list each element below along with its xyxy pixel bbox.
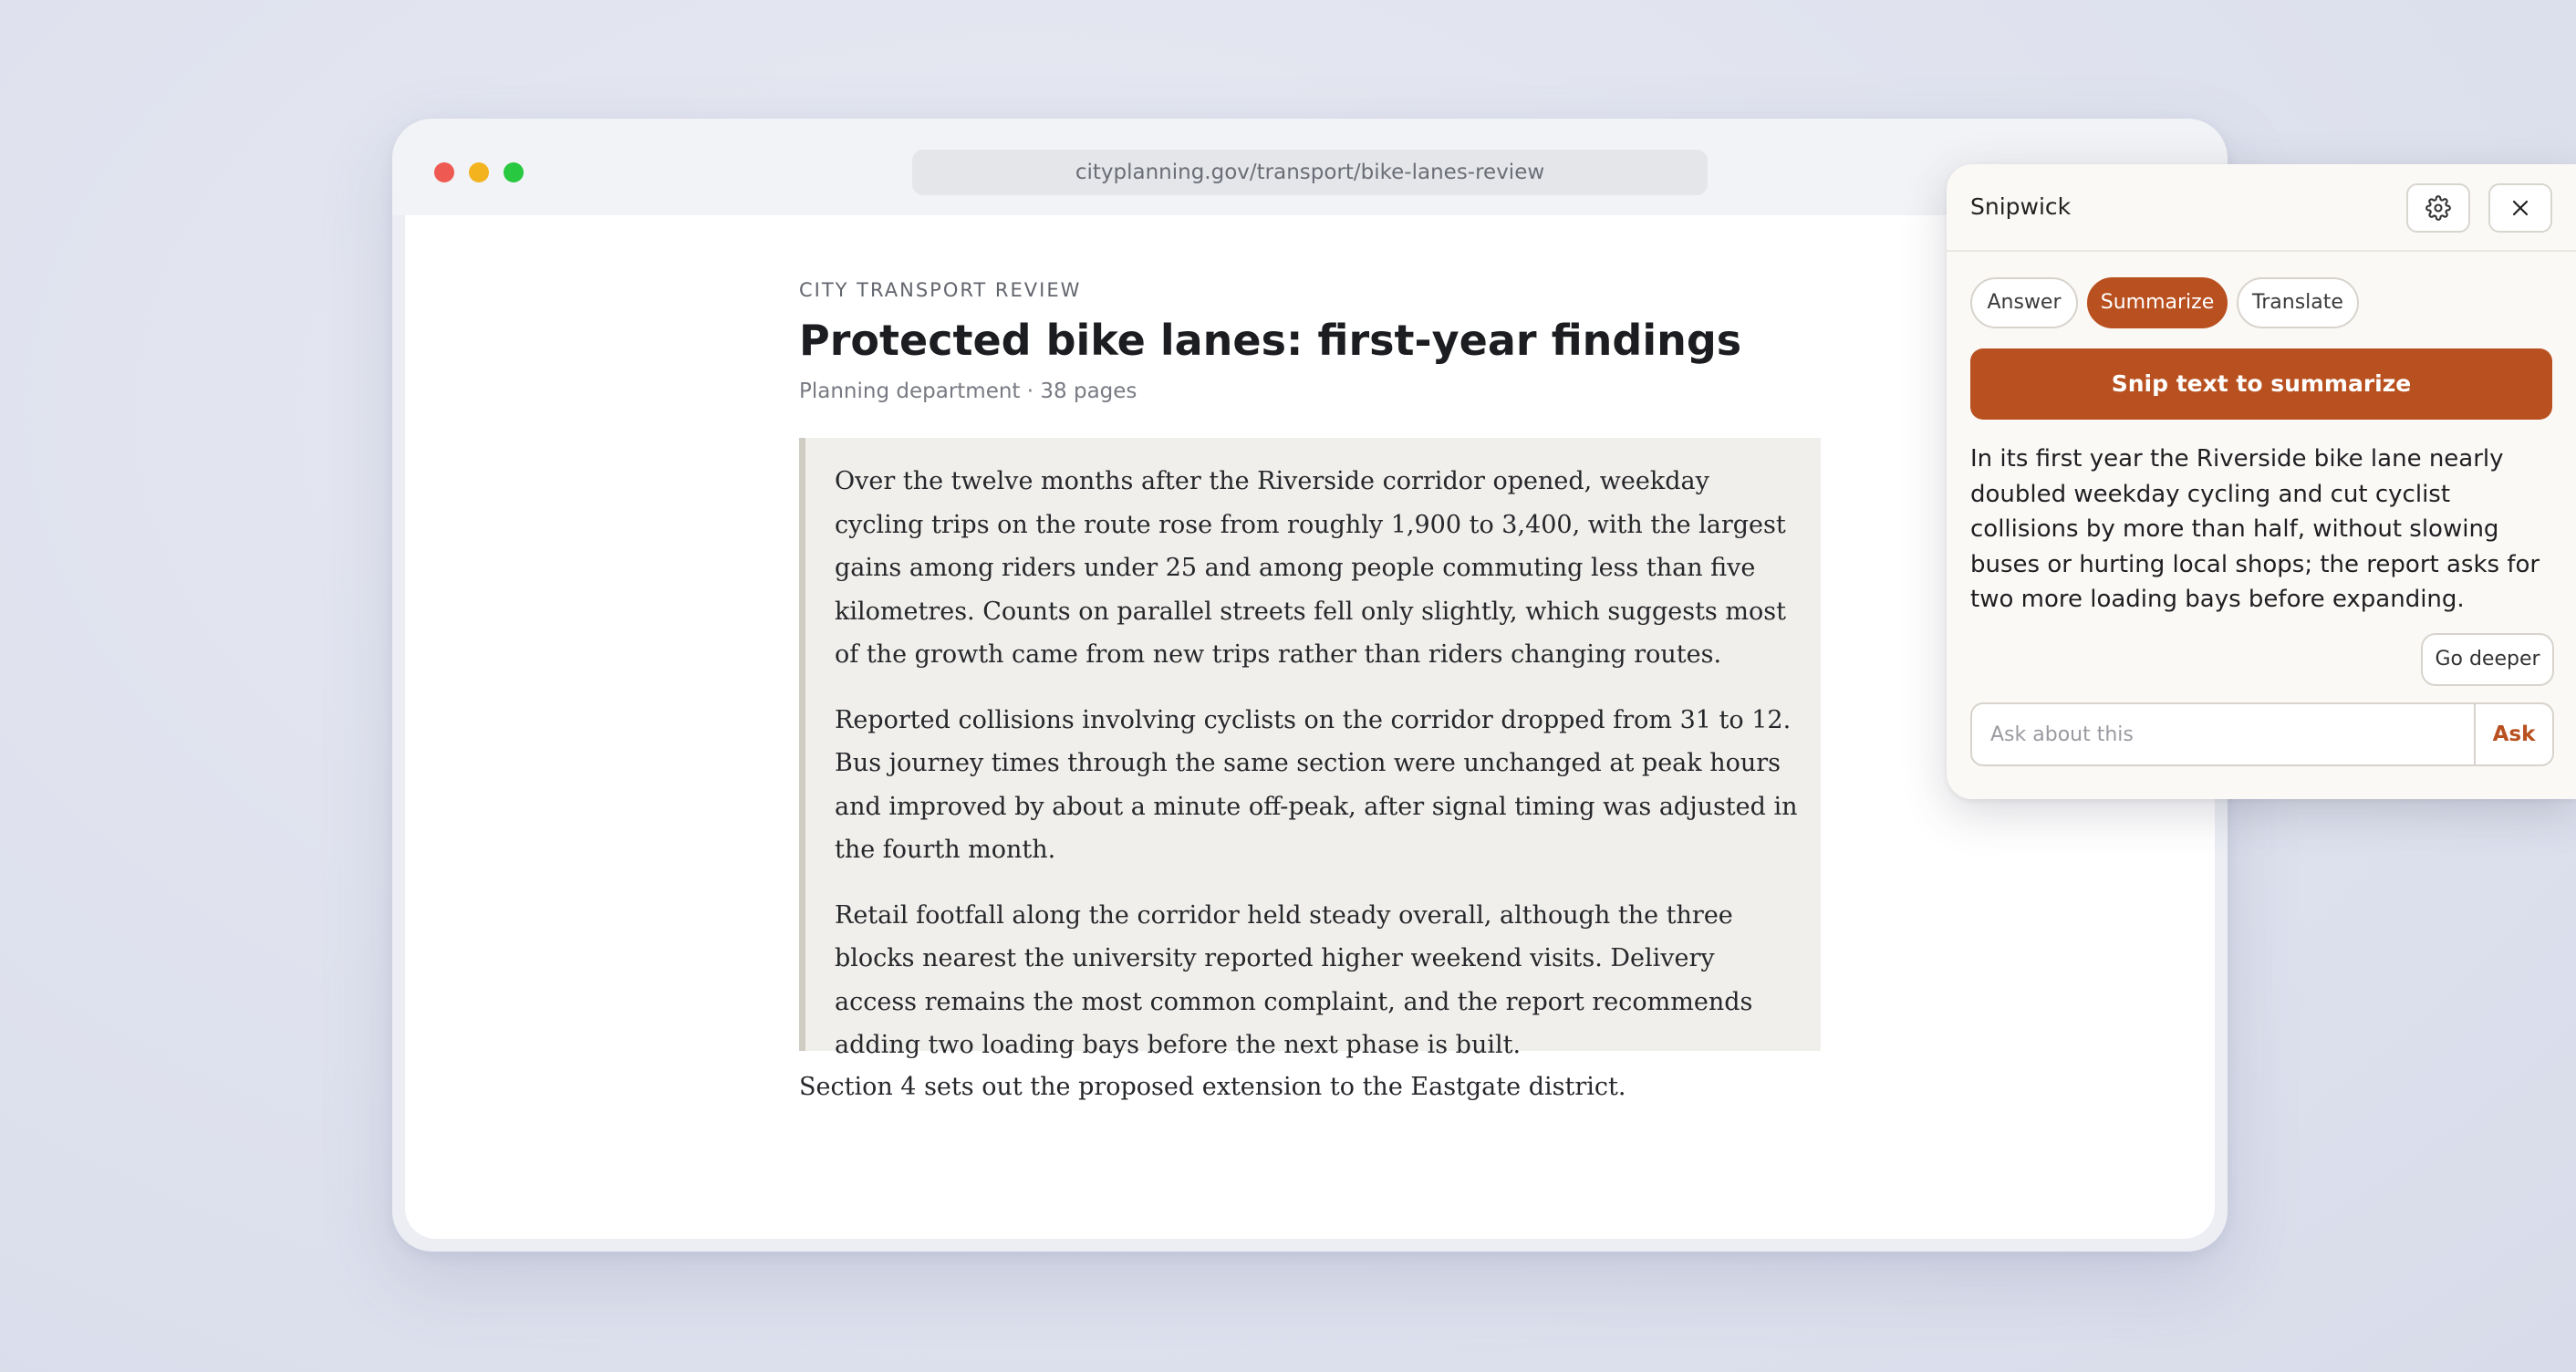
maximize-window-dot[interactable]	[504, 162, 524, 182]
article-kicker: CITY TRANSPORT REVIEW	[799, 279, 1082, 301]
close-button[interactable]	[2488, 183, 2552, 233]
ask-button[interactable]: Ask	[2474, 704, 2552, 764]
article-title: Protected bike lanes: first-year findings	[799, 316, 1742, 365]
tab-answer[interactable]: Answer	[1970, 277, 2078, 328]
tab-translate[interactable]: Translate	[2237, 277, 2359, 328]
excerpt-paragraph: Retail footfall along the corridor held steady overall, although the three blocks nearest the university reported higher weekend visits. Delivery access remains the most common complaint, and the report recommends adding two loading bays before the next phase is built.	[835, 900, 1753, 1059]
snip-button[interactable]: Snip text to summarize	[1970, 348, 2552, 420]
article-paragraph: Section 4 sets out the proposed extension to the Eastgate district.	[799, 1073, 1626, 1101]
ask-box	[1970, 702, 2554, 766]
close-window-dot[interactable]	[434, 162, 454, 182]
gear-icon	[2425, 195, 2451, 221]
close-icon	[2509, 197, 2531, 219]
panel-header	[1947, 164, 2576, 252]
highlighted-excerpt	[799, 438, 1821, 1059]
go-deeper-button[interactable]: Go deeper	[2421, 633, 2554, 686]
snipwick-panel	[1947, 164, 2576, 799]
panel-brand: Snipwick	[1970, 193, 2072, 220]
summary-text: In its first year the Riverside bike lane nearly doubled weekday cycling and cut cyclist collisions by more than half, without slowing buses or hurting local shops; the report asks for two more loading bays before expanding.	[1970, 445, 2540, 613]
settings-button[interactable]	[2406, 183, 2470, 233]
excerpt-paragraph: Reported collisions involving cyclists on the corridor dropped from 31 to 12. Bus journey times through the same section were unchanged at peak hours and improved by about a minute off-peak, after signal timing was adjusted in the fourth month.	[835, 705, 1798, 864]
page-content	[405, 215, 2215, 1239]
tab-summarize[interactable]: Summarize	[2087, 277, 2228, 328]
minimize-window-dot[interactable]	[469, 162, 489, 182]
excerpt-paragraph: Over the twelve months after the Riverside corridor opened, weekday cycling trips on the route rose from roughly 1,900 to 3,400, with the largest gains among riders under 25 and among people commuting less than five kilometres. Counts on parallel streets fell only slightly, which suggests most of the growth came from new trips rather than riders changing routes.	[835, 467, 1786, 669]
address-bar[interactable]: cityplanning.gov/transport/bike-lanes-review	[912, 150, 1708, 195]
article-meta: Planning department · 38 pages	[799, 379, 1137, 403]
ask-input[interactable]	[1972, 704, 2474, 764]
